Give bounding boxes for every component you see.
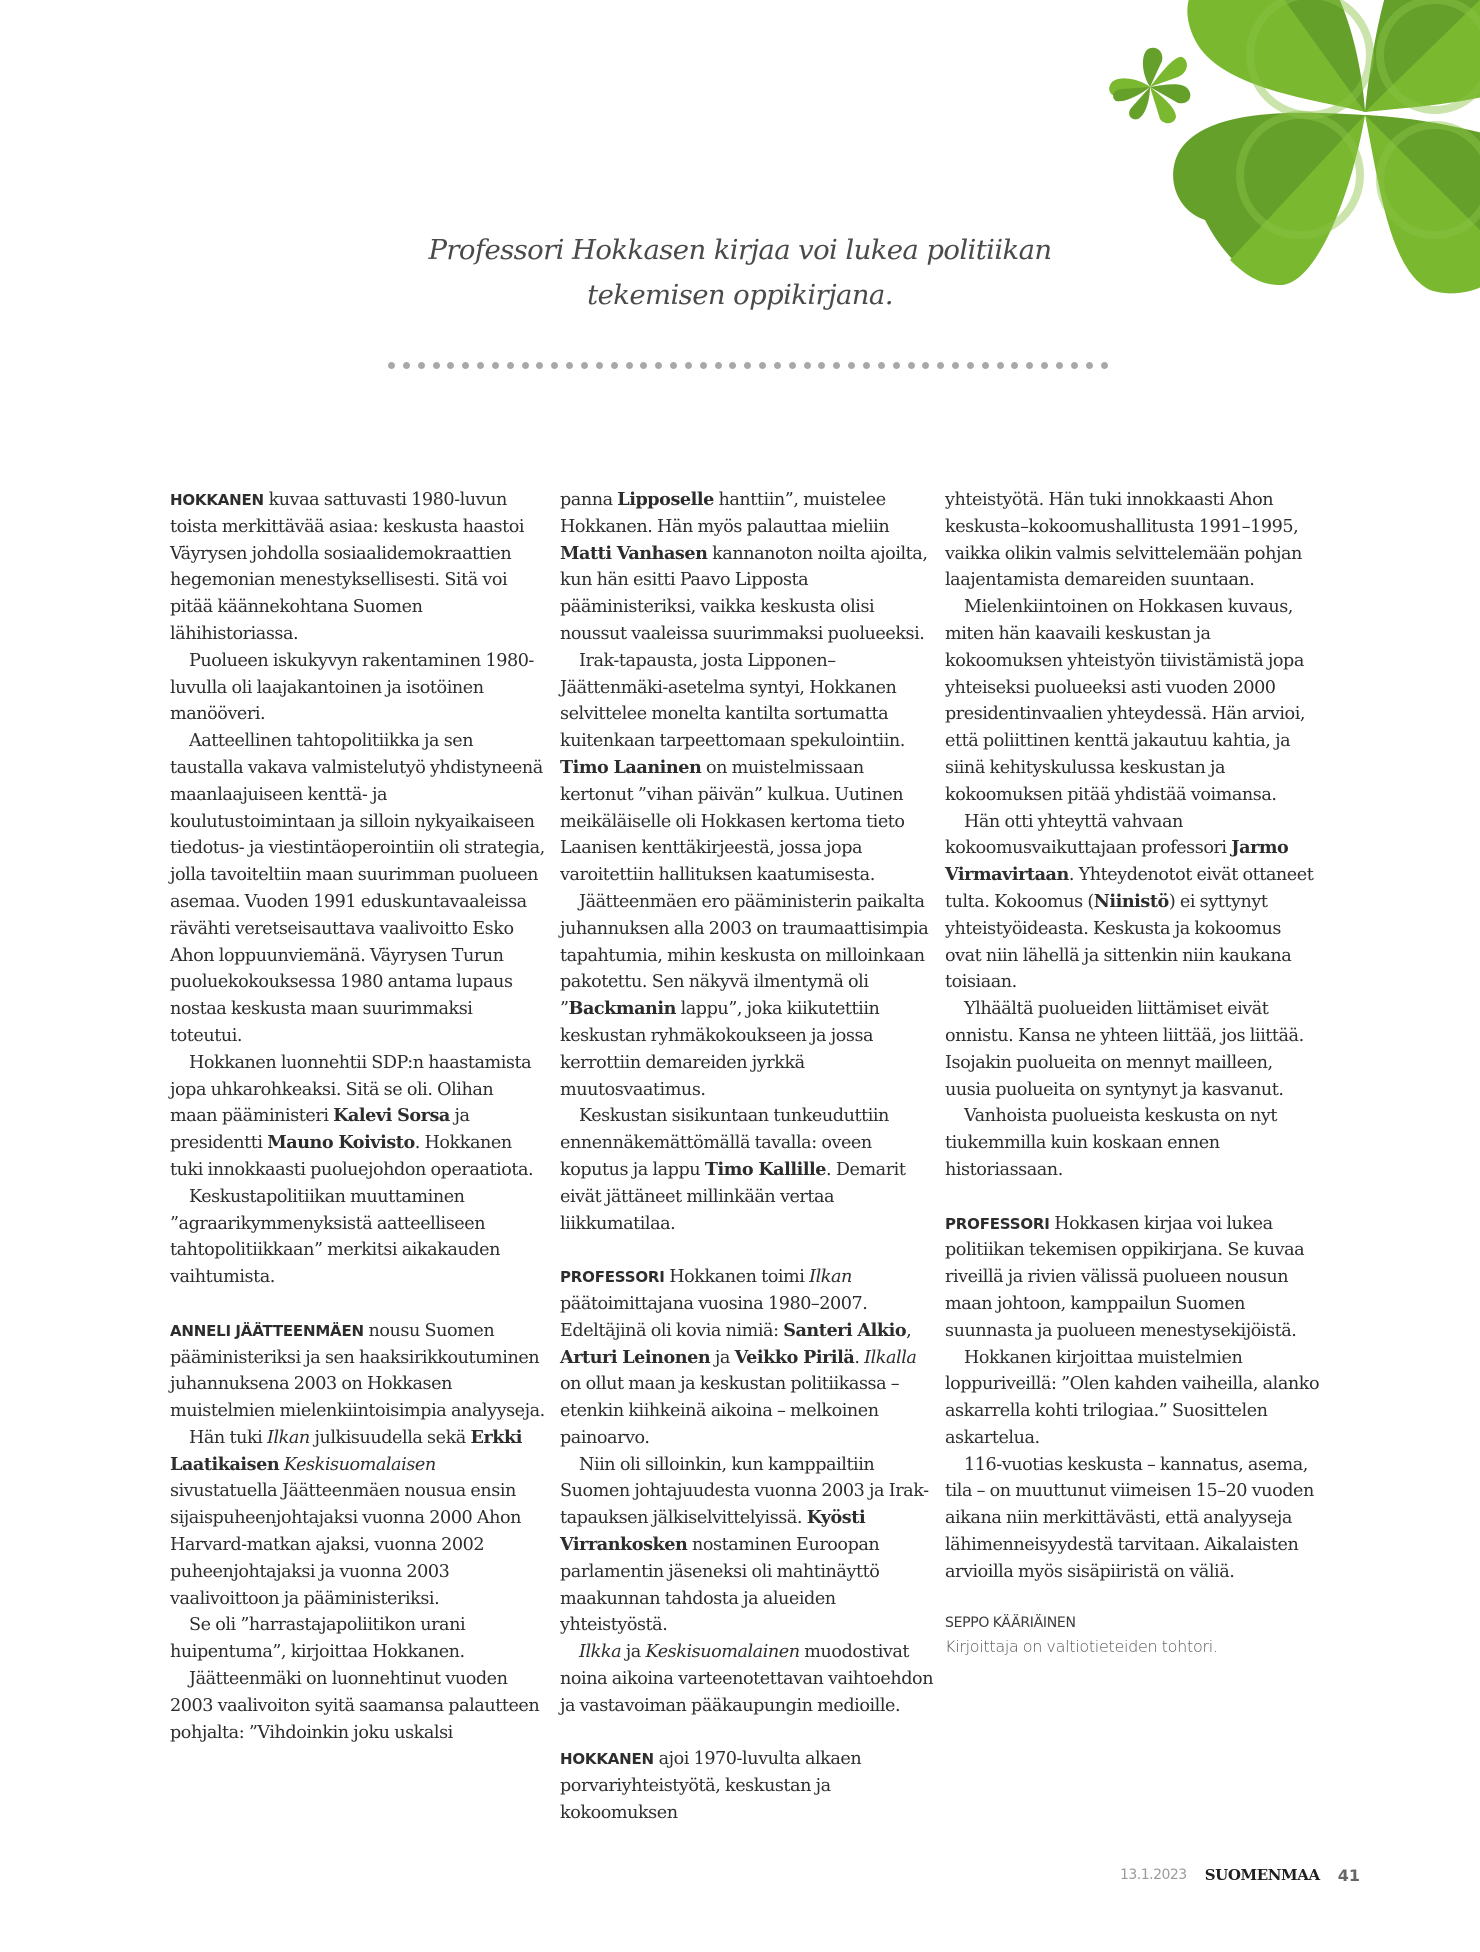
text-run: Hokkanen luonnehtii SDP:n haastamista jopa uhkarohkeaksi. Sitä se oli. Olihan maan pääministeri (170, 1052, 532, 1127)
divider-dot (848, 362, 855, 369)
article-column-2 (560, 487, 935, 1827)
divider-dot (626, 362, 633, 369)
body-paragraph (945, 809, 1320, 997)
text-run: Hän otti yhteyttä vahvaan kokoomusvaikuttajaan professori (945, 811, 1232, 859)
divider-dot (566, 362, 573, 369)
person-name: Veikko Pirilä (734, 1346, 855, 1368)
divider-dot (789, 362, 796, 369)
pull-quote-line-2: tekemisen oppikirjana. (587, 279, 893, 311)
text-run: Mielenkiintoinen on Hokkasen kuvaus, miten hän kaavaili keskustan ja kokoomuksen yhteistyön tiivistämistä jopa yhteiseksi puolueeksi asti vuoden 2000 presidentinvaalien yhteydessä. Hän arvioi, että poliittinen kenttä jakautuu kahtia, ja siinä kehityskulussa keskustan ja kokoomuksen pitää yhdistää voimansa. (945, 597, 1306, 805)
large-clover-icon (1173, 0, 1480, 293)
divider-dot (967, 362, 974, 369)
divider-dot (1056, 362, 1063, 369)
text-run: Irak-tapausta, josta Lipponen–Jäättenmäki-asetelma syntyi, Hokkanen selvittelee monelta kantilta sortumatta kuitenkaan tarpeettomaan spekulointiin. (560, 650, 905, 752)
body-paragraph (170, 648, 545, 728)
divider-dot (744, 362, 751, 369)
divider-dot (997, 362, 1004, 369)
body-paragraph (170, 1612, 545, 1666)
text-run: kannanoton noilta ajoilta, kun hän esitti Paavo Lipposta pääministeriksi, vaikka keskusta olisi noussut vaaleissa suurimmaksi puolueeksi. (560, 543, 928, 644)
text-run: nostaminen Euroopan parlamentin jäseneksi oli mahtinäyttö maakunnan tahdosta ja alueiden yhteistyöstä. (560, 1535, 880, 1636)
divider-dot (759, 362, 766, 369)
pull-quote (360, 228, 1120, 318)
kicker: PROFESSORI (560, 1268, 665, 1287)
divider-dot (670, 362, 677, 369)
text-run: ajoi 1970-luvulta alkaen porvariyhteistyötä, keskustan ja kokoomuksen (560, 1749, 862, 1824)
text-run: . Yhteydenotot eivät ottaneet tulta. Kokoomus ( (945, 865, 1314, 912)
text-run: on muistelmissaan kertonut ”vihan päivän” kulkua. Uutinen meikäläiselle oli Hokkasen kertoma tieto Laanisen kenttäkirjeestä, jossa jopa varoitettiin hallituksen kaatumisesta. (560, 757, 905, 886)
text-run: Hokkanen kirjoittaa muistelmien loppuriveillä: ”Olen kahden vaiheilla, alanko askarrella kohti trilogiaa.” Suosittelen askartelua. (945, 1347, 1320, 1448)
divider-dot (492, 362, 499, 369)
text-run: lappu”, joka kiikutettiin keskustan ryhmäkokoukseen ja jossa kerrottiin demareiden jyrkkä muutosvaatimus. (560, 999, 880, 1100)
divider-dot (982, 362, 989, 369)
divider-dot (908, 362, 915, 369)
pull-quote-line-1: Professori Hokkasen kirjaa voi lukea politiikan (428, 234, 1052, 266)
publication-title: Keskisuomalainen (645, 1642, 800, 1663)
text-run: päätoimittajana vuosina 1980–2007. Edeltäjinä oli kovia nimiä: (560, 1293, 868, 1341)
body-paragraph (560, 889, 935, 1103)
body-paragraph (170, 1666, 545, 1746)
text-run: , (906, 1320, 912, 1341)
text-run: Niin oli silloinkin, kun kamppailtiin Suomen johtajuudesta vuonna 2003 ja Irak-tapauksen jälkiselvittelyissä. (560, 1454, 929, 1529)
body-paragraph (945, 1452, 1320, 1586)
divider-dot (433, 362, 440, 369)
issue-date: 13.1.2023 (1119, 1867, 1187, 1883)
divider-dot (611, 362, 618, 369)
byline (945, 1612, 1320, 1658)
text-run: muodostivat noina aikoina varteenotettavan vaihtoehdon ja vastavoiman pääkaupungin medioille. (560, 1642, 934, 1716)
person-name: Santeri Alkio (783, 1319, 907, 1341)
divider-dot (522, 362, 529, 369)
divider-dot (596, 362, 603, 369)
divider-dot (952, 362, 959, 369)
divider-dot (833, 362, 840, 369)
section-lead-paragraph (170, 1318, 545, 1425)
clover-decoration (1090, 0, 1480, 300)
divider-dot (640, 362, 647, 369)
divider-dot (581, 362, 588, 369)
text-run: . Hokkanen tuki innokkaasti puoluejohdon operaatiota. (170, 1133, 534, 1180)
text-run: hanttiin”, muistelee Hokkanen. Hän myös palauttaa mieliin (560, 490, 890, 537)
text-run: ja (710, 1347, 735, 1368)
text-run: Keskustapolitiikan muuttaminen ”agraarikymmenyksistä aatteelliseen tahtopolitiikkaan” merkitsi aikakauden vaihtumista. (170, 1186, 500, 1288)
divider-dot (1101, 362, 1108, 369)
divider-dot (403, 362, 410, 369)
body-paragraph (170, 728, 545, 1050)
divider-dot (551, 362, 558, 369)
body-paragraph (945, 996, 1320, 1103)
text-run: . (854, 1347, 865, 1368)
divider-dot (1041, 362, 1048, 369)
publication-title: Ilkan (809, 1267, 852, 1288)
text-run: Hän tuki (189, 1427, 267, 1448)
divider-dot (818, 362, 825, 369)
author-note: Kirjoittaja on valtiotieteiden tohtori. (945, 1636, 1218, 1656)
divider-dot (685, 362, 692, 369)
divider-dot (729, 362, 736, 369)
text-run: Se oli ”harrastajapoliitikon urani huipentuma”, kirjoittaa Hokkanen. (170, 1615, 466, 1663)
text-run: Hokkanen toimi (664, 1267, 810, 1288)
person-name: Niinistö (1093, 890, 1169, 912)
text-run: yhteistyötä. Hän tuki innokkaasti Ahon keskusta–kokoomushallitusta 1991–1995, vaikka olikin valmis selvittelemään pohjan laajentamista demareiden suuntaan. (945, 490, 1302, 591)
text-run: ja presidentti (170, 1106, 470, 1154)
text-run: Jäätteenmäki on luonnehtinut vuoden 2003 vaalivoiton syitä saamansa palautteen pohjalta: ”Vihdoinkin joku uskalsi (170, 1669, 540, 1743)
divider-dot (462, 362, 469, 369)
text-run: Keskustan sisikuntaan tunkeuduttiin ennennäkemättömällä tavalla: oveen koputus ja lappu (560, 1106, 889, 1180)
text-run: ja (621, 1642, 646, 1663)
divider-dot (536, 362, 543, 369)
divider-dot (418, 362, 425, 369)
body-paragraph (170, 1184, 545, 1291)
text-run: Jäätteenmäen ero pääministerin paikalta juhannuksen alla 2003 on traumaattisimpia tapahtumia, mihin keskusta on milloinkaan pakotettu. Sen näkyvä ilmentymä oli ” (560, 891, 929, 1020)
divider-dot (893, 362, 900, 369)
divider-dot (1086, 362, 1093, 369)
text-run: Hokkasen kirjaa voi lukea politiikan tekemisen oppikirjana. Se kuvaa riveillä ja rivien välissä puolueen nousun maan johtoon, kamppailun Suomen suunnasta ja puolueen menestysekijöistä. (945, 1213, 1305, 1341)
divider-dot (937, 362, 944, 369)
person-name: Kalevi Sorsa (333, 1105, 450, 1127)
article-column-1 (170, 487, 545, 1746)
text-run: nousu Suomen pääministeriksi ja sen haaksirikkoutuminen juhannuksena 2003 on Hokkasen muistelmien mielenkiintoisimpia analyyseja. (170, 1320, 545, 1422)
publication-title: Keskisuomalaisen (283, 1454, 436, 1475)
text-run: julkisuudella sekä (309, 1427, 471, 1448)
person-name: Timo Laaninen (560, 756, 702, 778)
publication-title: Ilkalla (864, 1347, 917, 1368)
divider-dot (1071, 362, 1078, 369)
text-run: . Demarit eivät jättäneet millinkään vertaa liikkumatilaa. (560, 1159, 906, 1234)
divider-dot (878, 362, 885, 369)
divider-dot (863, 362, 870, 369)
person-name: Jarmo Virmavirtaan (945, 837, 1289, 886)
section-lead-paragraph (560, 1264, 935, 1452)
kicker: PROFESSORI (945, 1214, 1050, 1233)
kicker: HOKKANEN (170, 491, 264, 509)
divider-dot (655, 362, 662, 369)
kicker: ANNELI JÄÄTTEENMÄEN (170, 1321, 364, 1340)
body-paragraph (560, 1452, 935, 1640)
divider-dot (507, 362, 514, 369)
text-run: ) ei syttynyt yhteistyöideasta. Keskusta ja kokoomus ovat niin lähellä ja sittenkin niin kaukana toisiaan. (945, 891, 1292, 993)
kicker: HOKKANEN (560, 1750, 654, 1769)
page-footer (1100, 1860, 1360, 1890)
text-run: sivustatuella Jäätteenmäen nousua ensin sijaispuheenjohtajaksi vuonna 2000 Ahon Harvard-matkan ajaksi, vuonna 2002 puheenjohtajaksi ja vuonna 2003 vaalivoittoon ja pääministeriksi. (170, 1481, 522, 1609)
text-run: 116-vuotias keskusta – kannatus, asema, tila – on muuttunut viimeisen 15–20 vuoden aikana niin merkittävästi, että analyyseja lähimenneisyydestä tarvitaan. Aikalaisten arvioilla myös sisäpiiristä on väliä. (945, 1454, 1314, 1582)
body-paragraph (170, 1425, 545, 1613)
person-name: Mauno Koivisto (267, 1132, 415, 1154)
body-paragraph (560, 648, 935, 889)
text-run: Ylhäältä puolueiden liittämiset eivät onnistu. Kansa ne yhteen liittää, jos liittää. Isojakin puolueita on mennyt mailleen, uusia puolueita on syntynyt ja kasvanut. (945, 999, 1304, 1100)
section-lead-paragraph (945, 1211, 1320, 1345)
text-run: Aatteellinen tahtopolitiikka ja sen taustalla vakava valmistelutyö yhdistyneenä maanlaajuiseen kenttä- ja koulutustoimintaan ja silloin nykyaikaiseen tiedotus- ja viestintäoperointiin oli strategia, jolla tavoiteltiin maan suurimman puolueen asemaa. Vuoden 1991 eduskuntavaaleissa rävähti veretseisauttava vaalivoitto Esko Ahon loppuunviemänä. Väyrysen Turun puoluekokouksessa 1980 antama lupaus nostaa keskusta maan suurimmaksi toteutui. (170, 731, 545, 1046)
text-run: Vanhoista puolueista keskusta on nyt tiukemmilla kuin koskaan ennen historiassaan. (945, 1106, 1277, 1180)
divider-dot (447, 362, 454, 369)
divider-dot (804, 362, 811, 369)
person-name: Kyösti Virrankosken (560, 1507, 866, 1556)
divider-dot (388, 362, 395, 369)
body-paragraph (170, 1050, 545, 1184)
divider-dot (477, 362, 484, 369)
page-number: 41 (1337, 1865, 1360, 1885)
body-paragraph (945, 594, 1320, 808)
publication-title: Ilkka (579, 1642, 622, 1663)
divider-dot (922, 362, 929, 369)
body-paragraph (945, 1103, 1320, 1183)
small-clover-icon (1109, 48, 1190, 124)
body-paragraph (560, 1103, 935, 1237)
divider-dot (774, 362, 781, 369)
person-name: Lipposelle (617, 489, 714, 510)
body-paragraph (560, 1639, 935, 1719)
person-name: Arturi Leinonen (560, 1346, 711, 1368)
publication-name: SUOMENMAA (1204, 1866, 1320, 1884)
text-run: kuvaa sattuvasti 1980-luvun toista merkittävää asiaa: keskusta haastoi Väyrysen johdolla sosiaalidemokraattien hegemonian menestyksellisesti. Sitä voi pitää käännekohtana Suomen lähihistoriassa. (170, 490, 525, 644)
divider-dot (700, 362, 707, 369)
dotted-divider (388, 362, 1108, 372)
author-name: SEPPO KÄÄRIÄINEN (945, 1614, 1076, 1631)
section-lead-paragraph (170, 487, 545, 648)
body-paragraph (560, 487, 935, 648)
text-run: Puolueen iskukyvyn rakentaminen 1980-luvulla oli laajakantoinen ja isotöinen manööveri. (170, 650, 534, 725)
person-name: Timo Kallille (704, 1158, 827, 1180)
publication-title: Ilkan (267, 1427, 310, 1448)
text-run: panna (560, 490, 618, 510)
body-paragraph (945, 487, 1320, 594)
person-name: Backmanin (568, 998, 676, 1020)
person-name: Erkki Laatikaisen (170, 1426, 522, 1475)
article-column-3 (945, 487, 1320, 1658)
body-paragraph (945, 1345, 1320, 1452)
person-name: Matti Vanhasen (560, 542, 708, 564)
text-run: on ollut maan ja keskustan politiikassa – etenkin kiihkeinä aikoina – melkoinen painoarvo. (560, 1374, 900, 1448)
divider-dot (1026, 362, 1033, 369)
divider-dot (1011, 362, 1018, 369)
divider-dot (715, 362, 722, 369)
section-lead-paragraph (560, 1746, 935, 1826)
